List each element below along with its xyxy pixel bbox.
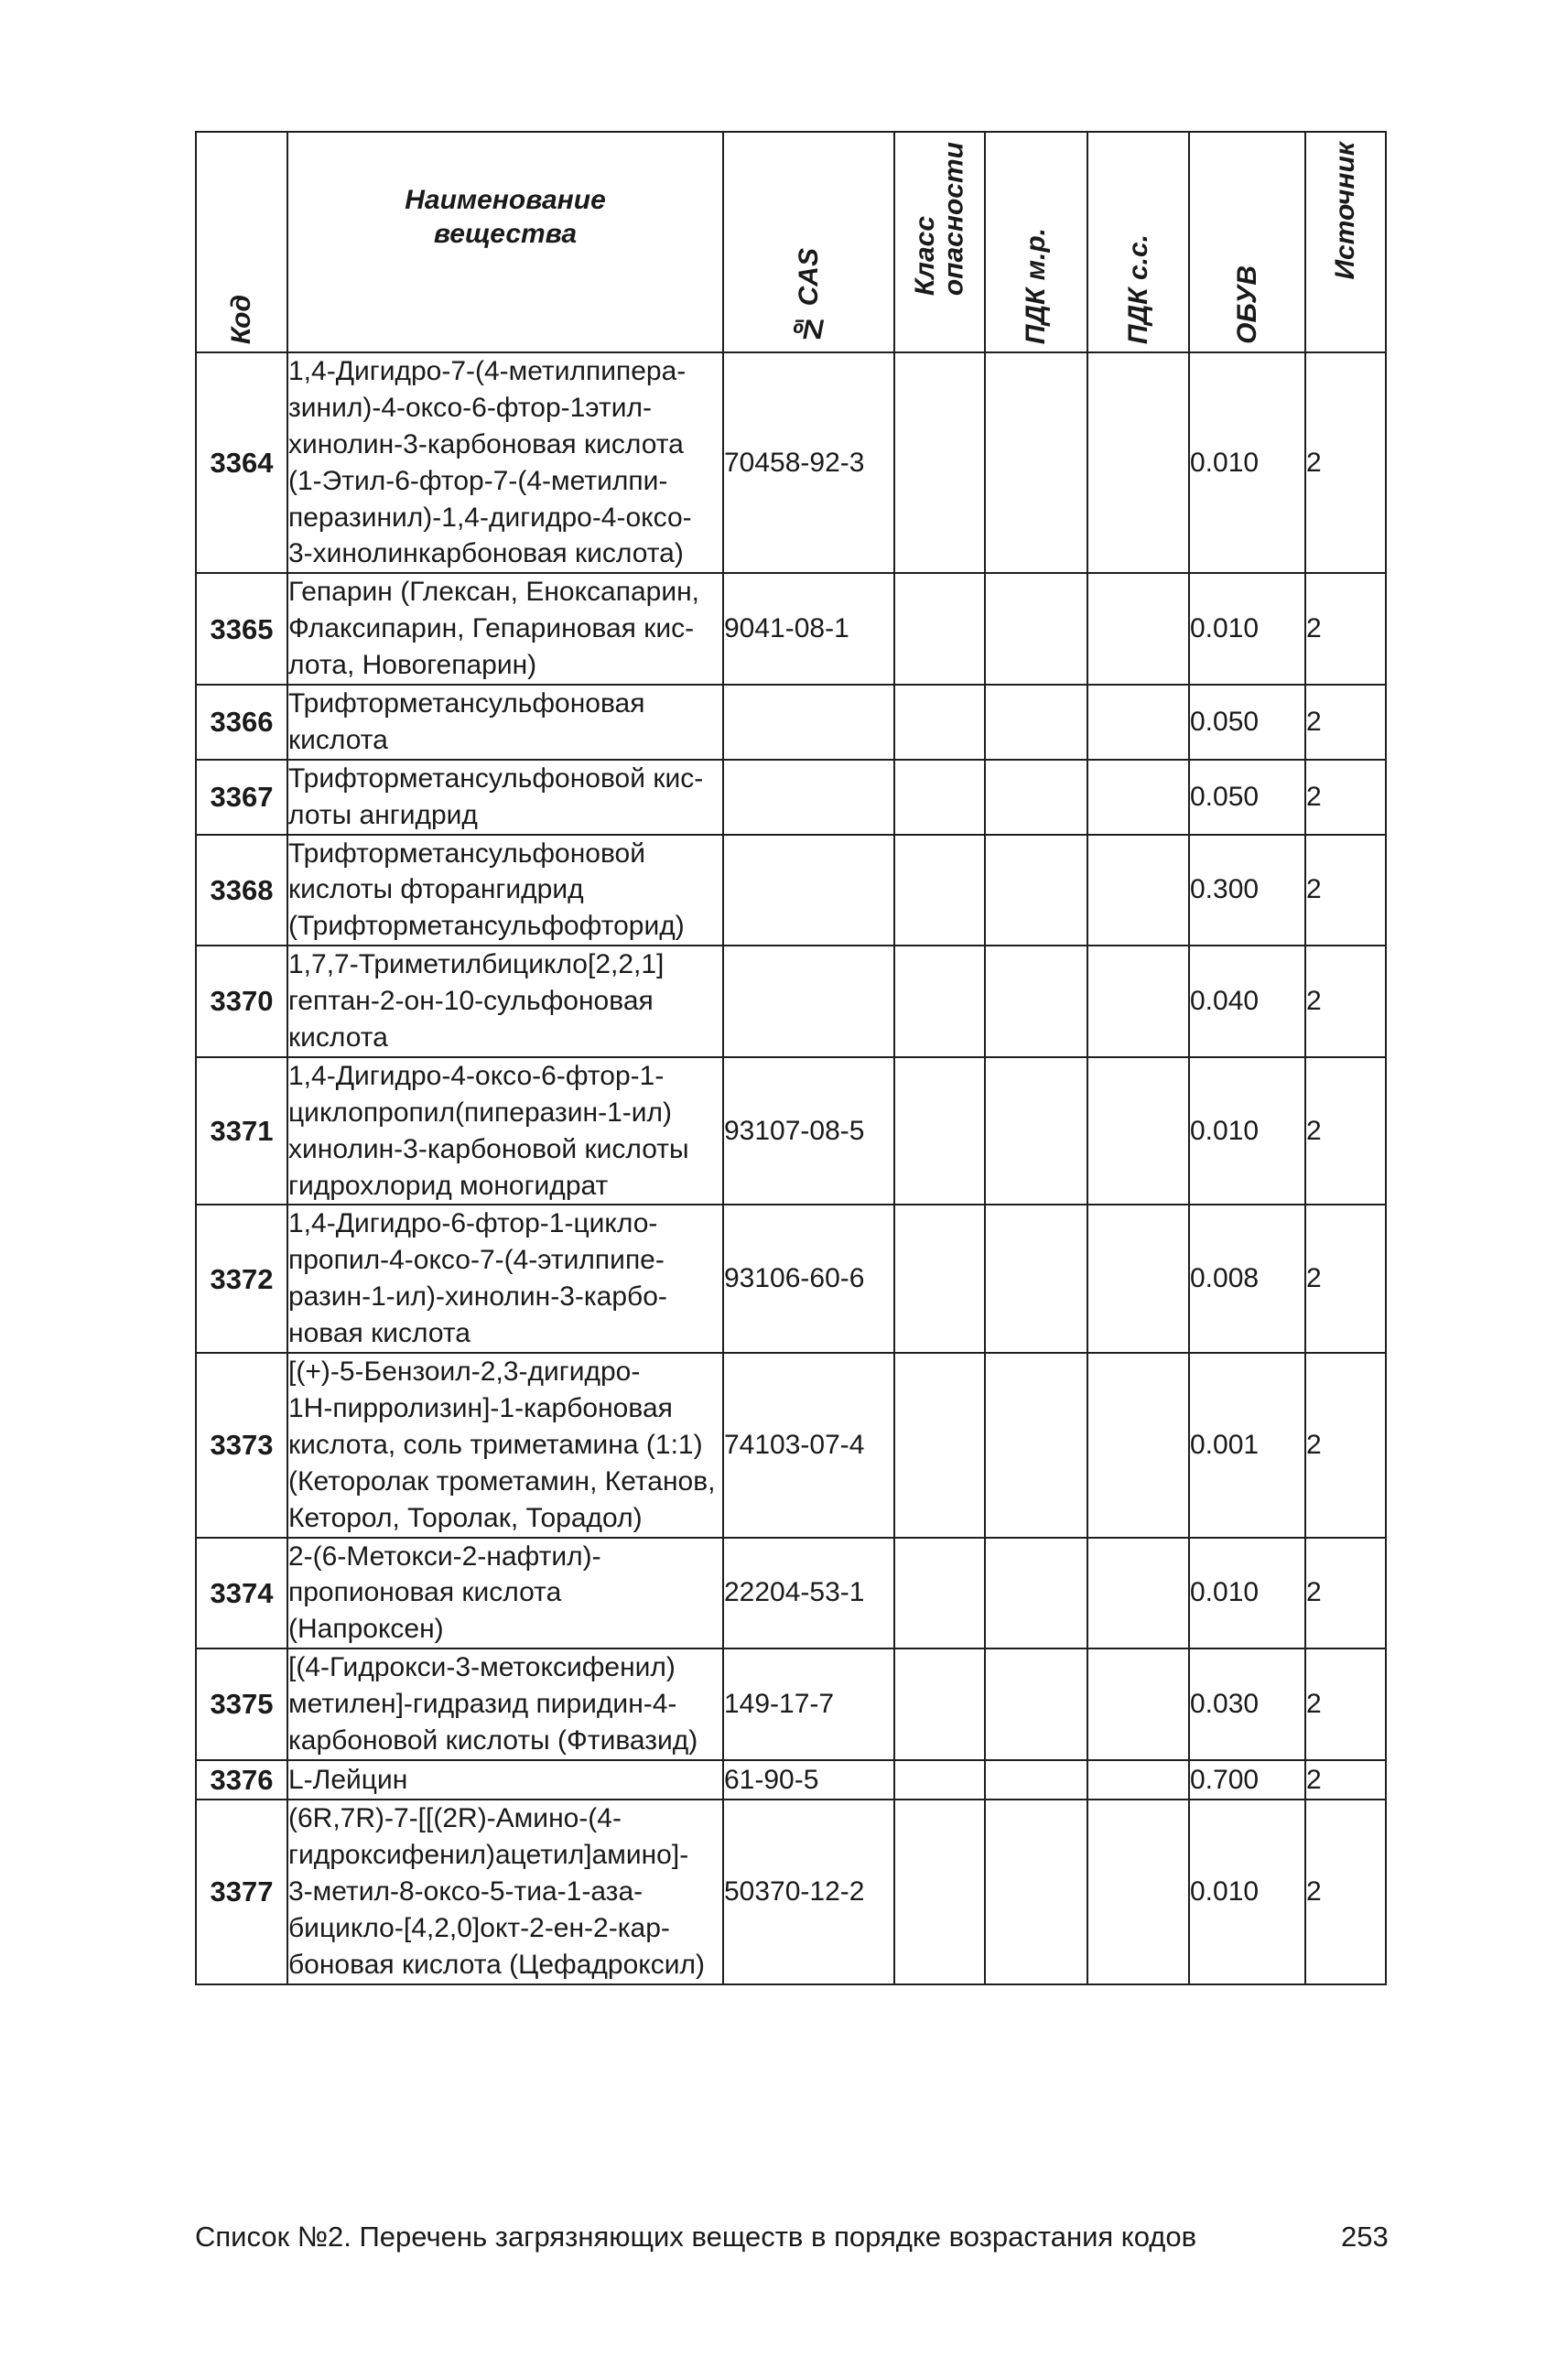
table-row [196,573,1386,685]
cell-cas [723,835,894,946]
cell-source: 2 [1305,1800,1386,1983]
cell-name: 1,4-Дигидро-6-фтор-1-цикло- пропил-4-оксо-7-(4-этилпипе- разин-1-ил)-хинолин-3-карбо- новая кислота [287,1205,723,1353]
cell-code: 3373 [196,1353,287,1537]
cell-pdk-mr [985,760,1087,835]
cell-pdk-ss [1087,685,1189,760]
table-body [196,352,1386,1984]
header-hazard-class: Класс опасности [894,132,985,352]
cell-hazard-class [894,835,985,946]
cell-code: 3377 [196,1800,287,1983]
cell-pdk-mr [985,1648,1087,1760]
cell-name: 2-(6-Метокси-2-нафтил)- пропионовая кислота (Напроксен) [287,1538,723,1649]
cell-pdk-mr [985,1057,1087,1205]
cell-obuv: 0.010 [1189,573,1305,685]
cell-pdk-ss [1087,352,1189,573]
header-name: Наименование вещества [287,132,723,352]
cell-pdk-ss [1087,573,1189,685]
cell-code: 3367 [196,760,287,835]
cell-pdk-ss [1087,1648,1189,1760]
cell-pdk-ss [1087,946,1189,1057]
footer-caption: Список №2. Перечень загрязняющих веществ в порядке возрастания кодов [195,2221,1197,2253]
cell-pdk-ss [1087,1538,1189,1649]
cell-source: 2 [1305,685,1386,760]
table-header-row [196,132,1386,352]
cell-pdk-ss [1087,1353,1189,1537]
cell-pdk-mr [985,1205,1087,1353]
header-code: Код [196,132,287,352]
cell-cas [723,685,894,760]
cell-source: 2 [1305,1057,1386,1205]
cell-obuv: 0.008 [1189,1205,1305,1353]
cell-cas: 93106-60-6 [723,1205,894,1353]
cell-source: 2 [1305,1760,1386,1800]
cell-pdk-ss [1087,835,1189,946]
header-source: Источник [1305,132,1386,352]
cell-source: 2 [1305,1648,1386,1760]
cell-cas: 93107-08-5 [723,1057,894,1205]
cell-pdk-mr [985,573,1087,685]
cell-source: 2 [1305,1353,1386,1537]
cell-source: 2 [1305,760,1386,835]
cell-cas: 50370-12-2 [723,1800,894,1983]
cell-hazard-class [894,946,985,1057]
cell-cas [723,946,894,1057]
table-row [196,685,1386,760]
table-row [196,1353,1386,1537]
table-row [196,760,1386,835]
cell-obuv: 0.300 [1189,835,1305,946]
cell-pdk-mr [985,835,1087,946]
cell-pdk-mr [985,1353,1087,1537]
table-row [196,946,1386,1057]
cell-code: 3371 [196,1057,287,1205]
cell-code: 3364 [196,352,287,573]
cell-obuv: 0.040 [1189,946,1305,1057]
cell-hazard-class [894,1648,985,1760]
table-row [196,835,1386,946]
cell-hazard-class [894,573,985,685]
cell-name: 1,7,7-Триметилбицикло[2,2,1] гептан-2-он-10-сульфоновая кислота [287,946,723,1057]
cell-source: 2 [1305,1205,1386,1353]
table-row [196,1205,1386,1353]
cell-cas: 74103-07-4 [723,1353,894,1537]
table-row [196,1538,1386,1649]
cell-code: 3368 [196,835,287,946]
cell-hazard-class [894,352,985,573]
cell-hazard-class [894,1760,985,1800]
header-obuv: ОБУВ [1189,132,1305,352]
cell-pdk-ss [1087,1760,1189,1800]
cell-name: Гепарин (Глексан, Еноксапарин, Флаксипарин, Гепариновая кис- лота, Новогепарин) [287,573,723,685]
cell-code: 3376 [196,1760,287,1800]
cell-code: 3365 [196,573,287,685]
header-pdk-mr: ПДК м.р. [985,132,1087,352]
page-number: 253 [1341,2221,1389,2253]
cell-name: L-Лейцин [287,1760,723,1800]
cell-name: Трифторметансульфоновой кис- лоты ангидрид [287,760,723,835]
cell-pdk-ss [1087,1800,1189,1983]
cell-name: [(+)-5-Бензоил-2,3-дигидро- 1Н-пирролизин]-1-карбоновая кислота, соль триметамина (1:1) (Кеторолак трометамин, Кетанов, Кеторол, Торолак, Торадол) [287,1353,723,1537]
cell-source: 2 [1305,352,1386,573]
cell-cas: 61-90-5 [723,1760,894,1800]
cell-pdk-ss [1087,760,1189,835]
table-row [196,1760,1386,1800]
cell-obuv: 0.010 [1189,1057,1305,1205]
table-row [196,1800,1386,1983]
cell-code: 3372 [196,1205,287,1353]
table-row [196,352,1386,573]
cell-source: 2 [1305,835,1386,946]
cell-hazard-class [894,1538,985,1649]
cell-cas: 149-17-7 [723,1648,894,1760]
cell-pdk-mr [985,685,1087,760]
cell-cas: 70458-92-3 [723,352,894,573]
cell-source: 2 [1305,573,1386,685]
substances-table [195,131,1387,1985]
cell-hazard-class [894,685,985,760]
cell-cas: 9041-08-1 [723,573,894,685]
header-cas: № CAS [723,132,894,352]
cell-obuv: 0.010 [1189,1538,1305,1649]
cell-hazard-class [894,1800,985,1983]
cell-name: Трифторметансульфоновой кислоты фторангидрид (Трифторметансульфофторид) [287,835,723,946]
cell-hazard-class [894,1057,985,1205]
cell-hazard-class [894,760,985,835]
cell-hazard-class [894,1205,985,1353]
cell-pdk-mr [985,1760,1087,1800]
cell-code: 3374 [196,1538,287,1649]
cell-code: 3370 [196,946,287,1057]
table-row [196,1057,1386,1205]
cell-code: 3375 [196,1648,287,1760]
cell-pdk-mr [985,1800,1087,1983]
cell-obuv: 0.050 [1189,685,1305,760]
cell-cas [723,760,894,835]
table-row [196,1648,1386,1760]
cell-hazard-class [894,1353,985,1537]
cell-name: (6R,7R)-7-[[(2R)-Амино-(4- гидроксифенил)ацетил]амино]- 3-метил-8-оксо-5-тиа-1-аза- бицикло-[4,2,0]окт-2-ен-2-кар- боновая кислота (Цефадроксил) [287,1800,723,1983]
cell-pdk-mr [985,1538,1087,1649]
cell-name: Трифторметансульфоновая кислота [287,685,723,760]
cell-name: [(4-Гидрокси-3-метоксифенил) метилен]-гидразид пиридин-4- карбоновой кислоты (Фтивазид) [287,1648,723,1760]
cell-cas: 22204-53-1 [723,1538,894,1649]
cell-pdk-mr [985,946,1087,1057]
cell-source: 2 [1305,1538,1386,1649]
cell-obuv: 0.010 [1189,352,1305,573]
cell-name: 1,4-Дигидро-7-(4-метилпипера- зинил)-4-оксо-6-фтор-1этил- хинолин-3-карбоновая кислота (1-Этил-6-фтор-7-(4-метилпи- перазинил)-1,4-дигидро-4-оксо- 3-хинолинкарбоновая кислота) [287,352,723,573]
cell-obuv: 0.700 [1189,1760,1305,1800]
cell-obuv: 0.050 [1189,760,1305,835]
cell-pdk-ss [1087,1205,1189,1353]
cell-obuv: 0.001 [1189,1353,1305,1537]
cell-source: 2 [1305,946,1386,1057]
cell-pdk-ss [1087,1057,1189,1205]
cell-obuv: 0.010 [1189,1800,1305,1983]
cell-code: 3366 [196,685,287,760]
header-pdk-ss: ПДК с.с. [1087,132,1189,352]
cell-name: 1,4-Дигидро-4-оксо-6-фтор-1- циклопропил(пиперазин-1-ил) хинолин-3-карбоновой кислоты гидрохлорид моногидрат [287,1057,723,1205]
cell-obuv: 0.030 [1189,1648,1305,1760]
cell-pdk-mr [985,352,1087,573]
